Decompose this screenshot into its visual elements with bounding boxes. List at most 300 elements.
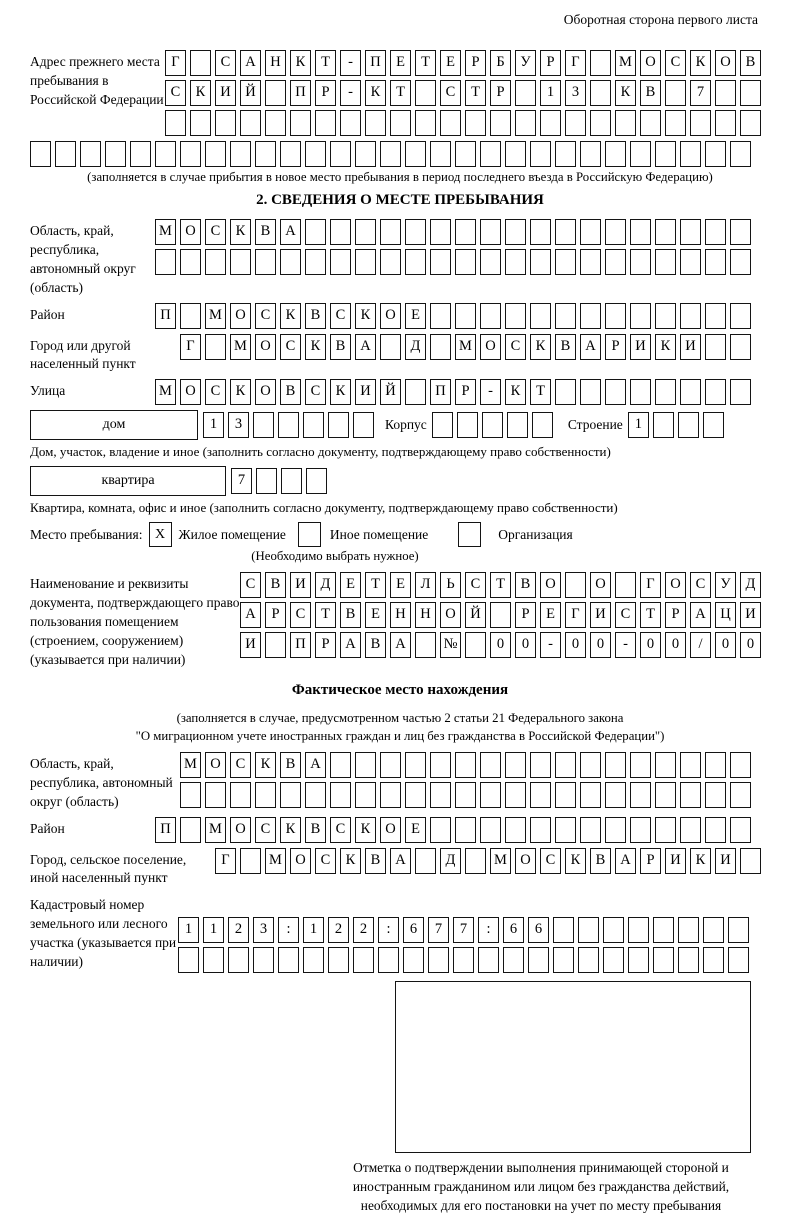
- char-box[interactable]: -: [480, 379, 501, 405]
- char-box[interactable]: С: [330, 817, 351, 843]
- char-box[interactable]: А: [240, 602, 261, 628]
- char-box[interactable]: И: [740, 602, 761, 628]
- char-box[interactable]: [730, 782, 751, 808]
- char-box[interactable]: 1: [203, 412, 224, 438]
- char-box[interactable]: [703, 947, 724, 973]
- prev-address-row-2[interactable]: [165, 80, 761, 106]
- char-box[interactable]: [530, 752, 551, 778]
- char-box[interactable]: [340, 110, 361, 136]
- char-box[interactable]: [578, 947, 599, 973]
- char-box[interactable]: [705, 219, 726, 245]
- char-box[interactable]: О: [380, 303, 401, 329]
- actual-region-row-1[interactable]: [180, 752, 751, 778]
- char-box[interactable]: [715, 80, 736, 106]
- char-box[interactable]: :: [478, 917, 499, 943]
- char-box[interactable]: [280, 782, 301, 808]
- char-box[interactable]: [455, 817, 476, 843]
- char-box[interactable]: [180, 249, 201, 275]
- char-box[interactable]: К: [690, 848, 711, 874]
- char-box[interactable]: [655, 782, 676, 808]
- char-box[interactable]: [555, 379, 576, 405]
- street-row[interactable]: [155, 379, 751, 405]
- char-box[interactable]: [653, 917, 674, 943]
- char-box[interactable]: О: [255, 334, 276, 360]
- char-box[interactable]: [590, 110, 611, 136]
- char-box[interactable]: [405, 141, 426, 167]
- char-box[interactable]: Й: [240, 80, 261, 106]
- char-box[interactable]: 1: [203, 917, 224, 943]
- char-box[interactable]: 1: [303, 917, 324, 943]
- char-box[interactable]: Р: [315, 632, 336, 658]
- char-box[interactable]: [405, 782, 426, 808]
- char-box[interactable]: [553, 917, 574, 943]
- char-box[interactable]: [705, 303, 726, 329]
- char-box[interactable]: [678, 917, 699, 943]
- char-box[interactable]: А: [355, 334, 376, 360]
- char-box[interactable]: [230, 782, 251, 808]
- char-box[interactable]: М: [155, 219, 176, 245]
- char-box[interactable]: 7: [453, 917, 474, 943]
- char-box[interactable]: [306, 468, 327, 494]
- char-box[interactable]: [730, 752, 751, 778]
- char-box[interactable]: [580, 141, 601, 167]
- char-box[interactable]: [265, 632, 286, 658]
- char-box[interactable]: С: [255, 303, 276, 329]
- char-box[interactable]: [553, 947, 574, 973]
- char-box[interactable]: К: [305, 334, 326, 360]
- char-box[interactable]: Р: [490, 80, 511, 106]
- char-box[interactable]: В: [340, 602, 361, 628]
- char-box[interactable]: [465, 632, 486, 658]
- char-box[interactable]: [653, 947, 674, 973]
- char-box[interactable]: И: [630, 334, 651, 360]
- char-box[interactable]: [678, 412, 699, 438]
- char-box[interactable]: [380, 752, 401, 778]
- char-box[interactable]: [256, 468, 277, 494]
- char-box[interactable]: 1: [540, 80, 561, 106]
- char-box[interactable]: [482, 412, 503, 438]
- char-box[interactable]: О: [380, 817, 401, 843]
- char-box[interactable]: [505, 219, 526, 245]
- char-box[interactable]: [480, 303, 501, 329]
- char-box[interactable]: [165, 110, 186, 136]
- actual-district-row[interactable]: [155, 817, 751, 843]
- char-box[interactable]: У: [515, 50, 536, 76]
- char-box[interactable]: [603, 947, 624, 973]
- char-box[interactable]: [190, 110, 211, 136]
- char-box[interactable]: [565, 572, 586, 598]
- char-box[interactable]: [680, 141, 701, 167]
- char-box[interactable]: О: [205, 752, 226, 778]
- char-box[interactable]: [680, 303, 701, 329]
- char-box[interactable]: П: [290, 632, 311, 658]
- char-box[interactable]: [580, 817, 601, 843]
- char-box[interactable]: Е: [540, 602, 561, 628]
- char-box[interactable]: [680, 379, 701, 405]
- char-box[interactable]: [353, 412, 374, 438]
- char-box[interactable]: [155, 141, 176, 167]
- char-box[interactable]: У: [715, 572, 736, 598]
- char-box[interactable]: [55, 141, 76, 167]
- char-box[interactable]: К: [290, 50, 311, 76]
- char-box[interactable]: [528, 947, 549, 973]
- char-box[interactable]: 3: [253, 917, 274, 943]
- char-box[interactable]: [705, 379, 726, 405]
- char-box[interactable]: Р: [515, 602, 536, 628]
- char-box[interactable]: [180, 303, 201, 329]
- char-box[interactable]: [430, 303, 451, 329]
- char-box[interactable]: С: [330, 303, 351, 329]
- char-box[interactable]: [430, 219, 451, 245]
- char-box[interactable]: [505, 141, 526, 167]
- char-box[interactable]: К: [255, 752, 276, 778]
- char-box[interactable]: [505, 303, 526, 329]
- char-box[interactable]: 1: [628, 412, 649, 438]
- char-box[interactable]: [240, 110, 261, 136]
- char-box[interactable]: [430, 782, 451, 808]
- char-box[interactable]: С: [615, 602, 636, 628]
- char-box[interactable]: [555, 141, 576, 167]
- char-box[interactable]: 0: [515, 632, 536, 658]
- char-box[interactable]: В: [740, 50, 761, 76]
- char-box[interactable]: 1: [178, 917, 199, 943]
- char-box[interactable]: [465, 110, 486, 136]
- char-box[interactable]: [253, 947, 274, 973]
- prev-address-row-1[interactable]: [165, 50, 761, 76]
- char-box[interactable]: [430, 752, 451, 778]
- char-box[interactable]: Е: [440, 50, 461, 76]
- char-box[interactable]: [530, 782, 551, 808]
- char-box[interactable]: Ь: [440, 572, 461, 598]
- char-box[interactable]: [303, 412, 324, 438]
- char-box[interactable]: [255, 782, 276, 808]
- char-box[interactable]: [228, 947, 249, 973]
- char-box[interactable]: [540, 110, 561, 136]
- char-box[interactable]: [330, 782, 351, 808]
- char-box[interactable]: О: [290, 848, 311, 874]
- prev-address-row-4[interactable]: [30, 141, 770, 167]
- char-box[interactable]: О: [230, 303, 251, 329]
- char-box[interactable]: [655, 249, 676, 275]
- char-box[interactable]: И: [715, 848, 736, 874]
- char-box[interactable]: А: [390, 848, 411, 874]
- char-box[interactable]: [555, 249, 576, 275]
- char-box[interactable]: Д: [405, 334, 426, 360]
- char-box[interactable]: Г: [180, 334, 201, 360]
- char-box[interactable]: М: [455, 334, 476, 360]
- char-box[interactable]: К: [615, 80, 636, 106]
- house-number-row[interactable]: [203, 412, 374, 438]
- apartment-type-box[interactable]: квартира: [30, 466, 226, 496]
- char-box[interactable]: О: [230, 817, 251, 843]
- char-box[interactable]: [728, 947, 749, 973]
- char-box[interactable]: О: [255, 379, 276, 405]
- char-box[interactable]: В: [590, 848, 611, 874]
- stay-option-organization-checkbox[interactable]: [458, 522, 481, 547]
- char-box[interactable]: [630, 817, 651, 843]
- char-box[interactable]: [453, 947, 474, 973]
- char-box[interactable]: [703, 412, 724, 438]
- char-box[interactable]: М: [155, 379, 176, 405]
- char-box[interactable]: С: [205, 379, 226, 405]
- char-box[interactable]: [580, 249, 601, 275]
- char-box[interactable]: 3: [228, 412, 249, 438]
- char-box[interactable]: К: [530, 334, 551, 360]
- char-box[interactable]: И: [355, 379, 376, 405]
- char-box[interactable]: :: [278, 917, 299, 943]
- char-box[interactable]: [580, 379, 601, 405]
- actual-city-row[interactable]: [215, 848, 761, 874]
- char-box[interactable]: Т: [530, 379, 551, 405]
- char-box[interactable]: Г: [640, 572, 661, 598]
- char-box[interactable]: О: [590, 572, 611, 598]
- char-box[interactable]: [380, 141, 401, 167]
- char-box[interactable]: [590, 80, 611, 106]
- char-box[interactable]: [315, 110, 336, 136]
- char-box[interactable]: [705, 141, 726, 167]
- char-box[interactable]: [355, 249, 376, 275]
- char-box[interactable]: 0: [715, 632, 736, 658]
- char-box[interactable]: [665, 80, 686, 106]
- char-box[interactable]: [280, 141, 301, 167]
- char-box[interactable]: К: [190, 80, 211, 106]
- char-box[interactable]: Й: [465, 602, 486, 628]
- char-box[interactable]: [730, 303, 751, 329]
- char-box[interactable]: Е: [390, 572, 411, 598]
- char-box[interactable]: [480, 219, 501, 245]
- char-box[interactable]: [405, 249, 426, 275]
- char-box[interactable]: [432, 412, 453, 438]
- char-box[interactable]: [530, 303, 551, 329]
- char-box[interactable]: Е: [340, 572, 361, 598]
- char-box[interactable]: И: [240, 632, 261, 658]
- char-box[interactable]: [328, 412, 349, 438]
- char-box[interactable]: А: [340, 632, 361, 658]
- char-box[interactable]: П: [290, 80, 311, 106]
- char-box[interactable]: [240, 848, 261, 874]
- char-box[interactable]: [740, 80, 761, 106]
- stroenie-row[interactable]: [628, 412, 724, 438]
- char-box[interactable]: [455, 219, 476, 245]
- char-box[interactable]: [290, 110, 311, 136]
- char-box[interactable]: Ц: [715, 602, 736, 628]
- char-box[interactable]: 2: [328, 917, 349, 943]
- char-box[interactable]: [530, 219, 551, 245]
- char-box[interactable]: [605, 782, 626, 808]
- char-box[interactable]: К: [280, 817, 301, 843]
- char-box[interactable]: [705, 752, 726, 778]
- char-box[interactable]: О: [540, 572, 561, 598]
- char-box[interactable]: [203, 947, 224, 973]
- char-box[interactable]: [630, 752, 651, 778]
- char-box[interactable]: [480, 249, 501, 275]
- char-box[interactable]: В: [330, 334, 351, 360]
- char-box[interactable]: Т: [315, 602, 336, 628]
- char-box[interactable]: 0: [740, 632, 761, 658]
- char-box[interactable]: [190, 50, 211, 76]
- char-box[interactable]: /: [690, 632, 711, 658]
- char-box[interactable]: [515, 80, 536, 106]
- char-box[interactable]: [330, 219, 351, 245]
- char-box[interactable]: [305, 249, 326, 275]
- char-box[interactable]: [105, 141, 126, 167]
- char-box[interactable]: О: [515, 848, 536, 874]
- char-box[interactable]: [365, 110, 386, 136]
- char-box[interactable]: [180, 141, 201, 167]
- char-box[interactable]: К: [355, 303, 376, 329]
- char-box[interactable]: 2: [353, 917, 374, 943]
- char-box[interactable]: [580, 219, 601, 245]
- char-box[interactable]: [465, 848, 486, 874]
- char-box[interactable]: [278, 412, 299, 438]
- char-box[interactable]: [565, 110, 586, 136]
- char-box[interactable]: [605, 141, 626, 167]
- char-box[interactable]: -: [540, 632, 561, 658]
- char-box[interactable]: [730, 334, 751, 360]
- char-box[interactable]: [480, 782, 501, 808]
- char-box[interactable]: Т: [390, 80, 411, 106]
- char-box[interactable]: [655, 817, 676, 843]
- char-box[interactable]: [503, 947, 524, 973]
- char-box[interactable]: И: [290, 572, 311, 598]
- char-box[interactable]: [455, 249, 476, 275]
- char-box[interactable]: Р: [640, 848, 661, 874]
- char-box[interactable]: [380, 334, 401, 360]
- char-box[interactable]: [728, 917, 749, 943]
- char-box[interactable]: С: [290, 602, 311, 628]
- stay-option-other-checkbox[interactable]: [298, 522, 321, 547]
- char-box[interactable]: Т: [490, 572, 511, 598]
- char-box[interactable]: [555, 782, 576, 808]
- region-row-1[interactable]: [155, 219, 751, 245]
- char-box[interactable]: А: [390, 632, 411, 658]
- char-box[interactable]: [505, 782, 526, 808]
- char-box[interactable]: О: [440, 602, 461, 628]
- char-box[interactable]: П: [155, 817, 176, 843]
- char-box[interactable]: [415, 80, 436, 106]
- char-box[interactable]: [430, 249, 451, 275]
- char-box[interactable]: В: [640, 80, 661, 106]
- char-box[interactable]: [428, 947, 449, 973]
- char-box[interactable]: [530, 817, 551, 843]
- char-box[interactable]: К: [230, 379, 251, 405]
- apartment-number-row[interactable]: [231, 468, 327, 494]
- char-box[interactable]: [455, 782, 476, 808]
- char-box[interactable]: Д: [440, 848, 461, 874]
- char-box[interactable]: [740, 848, 761, 874]
- char-box[interactable]: [730, 219, 751, 245]
- char-box[interactable]: [355, 141, 376, 167]
- char-box[interactable]: [580, 303, 601, 329]
- document-row-2[interactable]: [240, 602, 761, 628]
- char-box[interactable]: М: [265, 848, 286, 874]
- char-box[interactable]: С: [240, 572, 261, 598]
- char-box[interactable]: П: [430, 379, 451, 405]
- char-box[interactable]: [628, 917, 649, 943]
- char-box[interactable]: [415, 848, 436, 874]
- char-box[interactable]: 6: [403, 917, 424, 943]
- char-box[interactable]: [180, 817, 201, 843]
- char-box[interactable]: К: [655, 334, 676, 360]
- char-box[interactable]: 0: [490, 632, 511, 658]
- char-box[interactable]: Т: [315, 50, 336, 76]
- char-box[interactable]: [80, 141, 101, 167]
- char-box[interactable]: Т: [465, 80, 486, 106]
- char-box[interactable]: [415, 632, 436, 658]
- district-row[interactable]: [155, 303, 751, 329]
- char-box[interactable]: [405, 752, 426, 778]
- char-box[interactable]: [490, 602, 511, 628]
- char-box[interactable]: П: [365, 50, 386, 76]
- char-box[interactable]: [430, 141, 451, 167]
- char-box[interactable]: [655, 219, 676, 245]
- char-box[interactable]: [680, 249, 701, 275]
- char-box[interactable]: [455, 141, 476, 167]
- char-box[interactable]: [480, 141, 501, 167]
- char-box[interactable]: [705, 334, 726, 360]
- char-box[interactable]: 7: [428, 917, 449, 943]
- char-box[interactable]: [305, 141, 326, 167]
- char-box[interactable]: М: [230, 334, 251, 360]
- char-box[interactable]: [605, 249, 626, 275]
- char-box[interactable]: [730, 379, 751, 405]
- char-box[interactable]: [530, 249, 551, 275]
- confirmation-box[interactable]: [395, 981, 751, 1153]
- char-box[interactable]: О: [665, 572, 686, 598]
- char-box[interactable]: [455, 752, 476, 778]
- char-box[interactable]: К: [505, 379, 526, 405]
- char-box[interactable]: [355, 782, 376, 808]
- char-box[interactable]: [705, 249, 726, 275]
- char-box[interactable]: Б: [490, 50, 511, 76]
- char-box[interactable]: [405, 219, 426, 245]
- char-box[interactable]: Р: [540, 50, 561, 76]
- char-box[interactable]: [303, 947, 324, 973]
- char-box[interactable]: В: [305, 817, 326, 843]
- char-box[interactable]: Г: [565, 602, 586, 628]
- char-box[interactable]: Р: [465, 50, 486, 76]
- char-box[interactable]: К: [280, 303, 301, 329]
- stay-option-residential-checkbox[interactable]: X: [149, 522, 172, 547]
- char-box[interactable]: [603, 917, 624, 943]
- char-box[interactable]: М: [205, 303, 226, 329]
- char-box[interactable]: С: [665, 50, 686, 76]
- char-box[interactable]: 3: [565, 80, 586, 106]
- char-box[interactable]: Н: [265, 50, 286, 76]
- char-box[interactable]: [655, 752, 676, 778]
- char-box[interactable]: [480, 752, 501, 778]
- region-row-2[interactable]: [155, 249, 751, 275]
- char-box[interactable]: В: [305, 303, 326, 329]
- char-box[interactable]: М: [615, 50, 636, 76]
- char-box[interactable]: [630, 219, 651, 245]
- char-box[interactable]: А: [305, 752, 326, 778]
- char-box[interactable]: [155, 249, 176, 275]
- char-box[interactable]: О: [180, 379, 201, 405]
- char-box[interactable]: 6: [528, 917, 549, 943]
- char-box[interactable]: [378, 947, 399, 973]
- document-row-1[interactable]: [240, 572, 761, 598]
- char-box[interactable]: Р: [315, 80, 336, 106]
- char-box[interactable]: [278, 947, 299, 973]
- char-box[interactable]: С: [440, 80, 461, 106]
- prev-address-row-3[interactable]: [165, 110, 761, 136]
- char-box[interactable]: [390, 110, 411, 136]
- char-box[interactable]: №: [440, 632, 461, 658]
- cadastre-row-2[interactable]: [178, 947, 749, 973]
- char-box[interactable]: И: [215, 80, 236, 106]
- char-box[interactable]: [230, 141, 251, 167]
